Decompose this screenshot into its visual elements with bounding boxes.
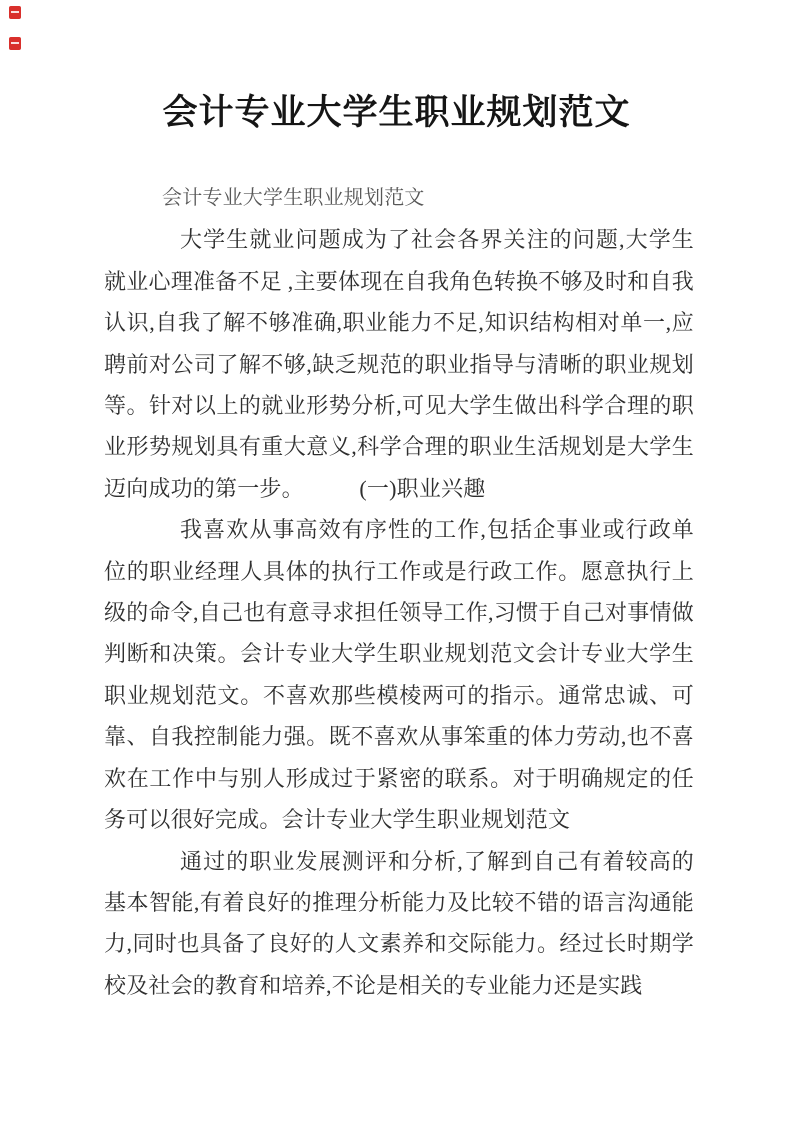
paragraph-career-interest: 我喜欢从事高效有序性的工作,包括企事业或行政单位的职业经理人具体的执行工作或是行政工作。愿意执行上级的命令,自己也有意寻求担任领导工作,习惯于自己对事情做判断和决策。会计专业大学生职业规划范文会计专业大学生职业规划范文。不喜欢那些模棱两可的指示。通常忠诚、可靠、自我控制能力强。既不喜欢从事笨重的体力劳动,也不喜欢在工作中与别人形成过于紧密的联系。对于明确规定的任务可以很好完成。会计专业大学生职业规划范文 [104,517,694,833]
document-title: 会计专业大学生职业规划范文 [162,93,631,132]
document-subtitle: 会计专业大学生职业规划范文 [162,187,425,209]
paragraph-employment-analysis: 大学生就业问题成为了社会各界关注的问题,大学生就业心理准备不足 ,主要体现在自我角色转换不够及时和自我认识,自我了解不够准确,职业能力不足,知识结构相对单一,应聘前对公司了解不够,缺乏规范的职业指导与清晰的职业规划等。针对以上的就业形势分析,可见大学生做出科学合理的职业形势规划具有重大意义,科学合理的职业生活规划是大学生迈向成功的第一步。 (一)职业兴趣 [104,227,694,501]
red-square-icon [9,6,21,19]
paragraph-career-assessment: 通过的职业发展测评和分析,了解到自己有着较高的基本智能,有着良好的推理分析能力及比较不错的语言沟通能力,同时也具备了良好的人文素养和交际能力。经过长时期学校及社会的教育和培养,不论是相关的专业能力还是实践 [104,848,694,998]
red-square-icon [9,37,21,50]
document-body [104,178,694,1006]
